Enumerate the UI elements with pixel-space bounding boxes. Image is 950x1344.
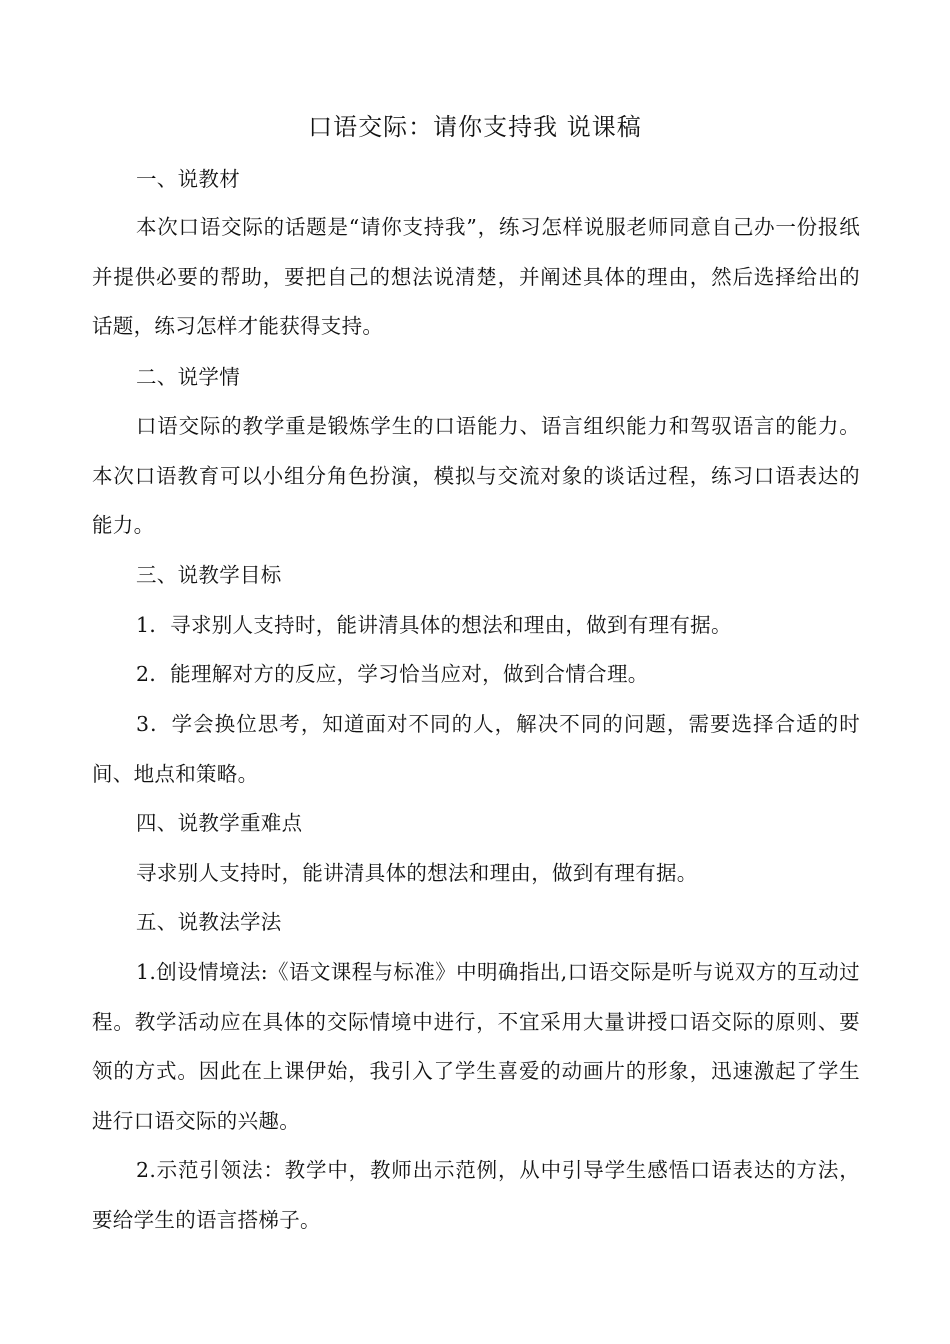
section-heading-objectives: 三、说教学目标 <box>136 563 282 587</box>
section-heading-key-points: 四、说教学重难点 <box>136 811 303 835</box>
section-heading-students: 二、说学情 <box>136 365 240 389</box>
section-heading-textbook: 一、说教材 <box>136 167 240 191</box>
objective-item-1: 1．寻求别人支持时，能讲清具体的想法和理由，做到有理有据。 <box>136 613 732 637</box>
paragraph-key-points: 寻求别人支持时，能讲清具体的想法和理由，做到有理有据。 <box>136 861 698 885</box>
method-item-2: 2.示范引领法：教学中，教师出示范例，从中引导学生感悟口语表达的方法，要给学生的语言搭梯子。 <box>92 1158 860 1232</box>
paragraph-students: 口语交际的教学重是锻炼学生的口语能力、语言组织能力和驾驭语言的能力。本次口语教育可以小组分角色扮演，模拟与交流对象的谈话过程，练习口语表达的能力。 <box>92 414 860 537</box>
section-heading-methods: 五、说教法学法 <box>136 910 282 934</box>
objective-item-3: 3．学会换位思考，知道面对不同的人，解决不同的问题，需要选择合适的时间、地点和策略。 <box>92 712 860 786</box>
objective-item-2: 2．能理解对方的反应，学习恰当应对，做到合情合理。 <box>136 662 649 686</box>
paragraph-textbook: 本次口语交际的话题是“请你支持我”，练习怎样说服老师同意自己办一份报纸并提供必要的帮助，要把自己的想法说清楚，并阐述具体的理由，然后选择给出的话题，练习怎样才能获得支持。 <box>92 215 860 338</box>
document-title: 口语交际：请你支持我 说课稿 <box>308 113 642 141</box>
method-item-1: 1.创设情境法:《语文课程与标准》中明确指出,口语交际是听与说双方的互动过程。教学活动应在具体的交际情境中进行，不宜采用大量讲授口语交际的原则、要领的方式。因此在上课伊始，我引入了学生喜爱的动画片的形象，迅速激起了学生进行口语交际的兴趣。 <box>92 960 860 1133</box>
